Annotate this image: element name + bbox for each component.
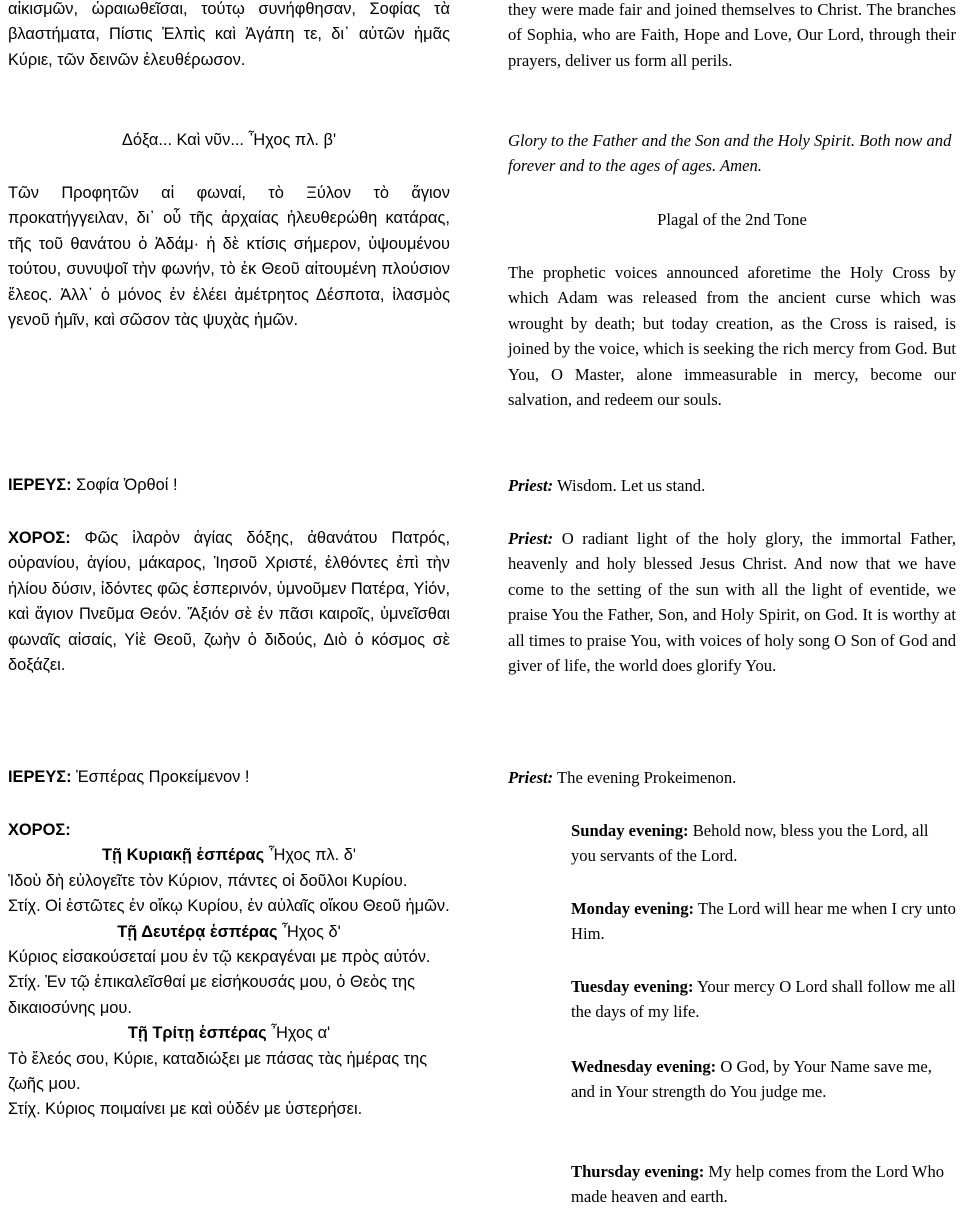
day-text: My help comes from the Lord Who made heaven and earth. — [571, 1162, 945, 1207]
english-tone-heading: Plagal of the 2nd Tone — [657, 210, 807, 229]
priest-text: Ἑσπέρας Προκείμενον ! — [71, 768, 250, 786]
monday-stich: Στίχ. Ἐν τῷ ἐπικαλεῖσθαί με εἰσήκουσάς μου, ὁ Θεὸς της δικαιοσύνης μου. — [8, 973, 416, 1017]
english-thursday-prokeimenon — [508, 1159, 956, 1210]
greek-doxa-heading: Δόξα... Καὶ νῦν... Ἦχος πλ. β' — [121, 131, 337, 149]
english-opening-paragraph: they were made fair and joined themselves to Christ. The branches of Sophia, who are Faith, Hope and Love, Our Lord, through their prayers, deliver us form all perils. — [508, 0, 956, 70]
day-text: The Lord will hear me when I cry unto Him. — [571, 899, 956, 944]
greek-hymn-paragraph: Τῶν Προφητῶν αἱ φωναί, τὸ Ξύλον τὸ ἅγιον προκατήγγειλαν, δι᾽ οὗ τῆς ἀρχαίας ἠλευθερώθη κατάρας, τῆς τοῦ θανάτου ὁ Ἀδάμ· ἡ δὲ κτίσις σήμερον, ὑψουμένου τούτου, συνυψοῖ τὴν φωνήν, τὸ ἐκ Θεοῦ αἰτουμένη πλούσιον ἔλεος. Ἀλλ᾽ ὁ μόνος ἐν ἐλέει ἀμέτρητος Δέσποτα, ἱλασμὸς γενοῦ ἡμῖν, καὶ σῶσον τὰς ψυχὰς ἡμῶν. — [8, 184, 450, 330]
tuesday-verse: Τὸ ἔλεός σου, Κύριε, καταδιώξει με πάσας τὰς ἡμέρας της ζωῆς μου. — [8, 1049, 428, 1094]
english-monday-prokeimenon — [508, 896, 956, 947]
english-priest-prokeimenon — [508, 765, 956, 790]
english-sunday-prokeimenon — [508, 818, 956, 869]
english-tuesday-prokeimenon — [508, 974, 956, 1025]
priest-text: The evening Prokeimenon. — [553, 768, 737, 787]
day-text: Behold now, bless you the Lord, all you servants of the Lord. — [571, 821, 929, 866]
monday-verse: Κύριος εἰσακούσεταί μου ἐν τῷ κεκραγέναι με πρὸς αὐτόν. — [8, 948, 431, 967]
choir-label: ΧΟΡΟΣ: — [8, 821, 71, 839]
greek-priest-wisdom — [8, 473, 450, 498]
day-label: Sunday evening: — [571, 821, 689, 840]
greek-choir-phos-hilaron — [8, 526, 450, 678]
day-label: Monday evening: — [571, 899, 695, 918]
priest-label: Priest: — [508, 529, 554, 548]
greek-opening-paragraph: αἰκισμῶν, ὡραιωθεῖσαι, τούτῳ συνήφθησαν, Σοφίας τὰ βλαστήματα, Πίστις Ἐλπὶς καὶ Ἀγάπη τε, δι᾽ αὐτῶν ἡμᾶς Κύριε, τῶν δεινῶν ἐλευθέρωσον. — [8, 0, 450, 69]
english-hymn-paragraph: The prophetic voices announced aforetime the Holy Cross by which Adam was released from the ancient curse which was wrought by death; but today creation, as the Cross is raised, is joined by the voice, which is seeking the rich mercy from God. But You, O Master, alone immeasurable in mercy, become our salvation, and redeem our souls. — [508, 263, 956, 410]
english-glory: Glory to the Father and the Son and the Holy Spirit. Both now and forever and to the ages of ages. Amen. — [508, 131, 952, 176]
tuesday-heading: Τῇ Τρίτῃ ἑσπέρας Ἦχος α' — [127, 1024, 331, 1043]
sunday-heading: Τῇ Κυριακῇ ἑσπέρας Ἦχος πλ. δ' — [102, 846, 356, 865]
priest-label: Priest: — [508, 768, 554, 787]
english-priest-wisdom — [508, 473, 956, 498]
day-text: Your mercy O Lord shall follow me all the days of my life. — [571, 977, 956, 1022]
tuesday-stich: Στίχ. Κύριος ποιμαίνει με καὶ οὐδέν με ὑστερήσει. — [8, 1100, 363, 1119]
priest-text: Wisdom. Let us stand. — [553, 476, 706, 495]
priest-text: Σοφία Ὀρθοί ! — [71, 476, 178, 494]
day-label: Wednesday evening: — [571, 1057, 717, 1076]
choir-label: ΧΟΡΟΣ: — [8, 529, 71, 547]
choir-text: Φῶς ἱλαρὸν ἁγίας δόξης, ἀθανάτου Πατρός, οὐρανίου, ἁγίου, μάκαρος, Ἰησοῦ Χριστέ, ἐλθόντες ἐπὶ τὴν ἡλίου δύσιν, ἰδόντες φῶς ἑσπερινόν, ὑμνοῦμεν Πατέρα, Υἱόν, καὶ ἅγιον Πνεῦμα Θεόν. Ἄξιόν σὲ ἐν πᾶσι καιροῖς, ὑμνεῖσθαι φωναῖς αἰσαίς, Υἱὲ Θεοῦ, ζωὴν ὁ διδούς, Διὸ ὁ κόσμος σὲ δοξάζει. — [8, 529, 450, 675]
day-text: O God, by Your Name save me, and in Your strength do You judge me. — [571, 1057, 932, 1102]
monday-heading: Τῇ Δευτέρᾳ ἑσπέρας Ἦχος δ' — [117, 922, 341, 941]
priest-label: ΙΕΡΕΥΣ: — [8, 768, 72, 786]
greek-priest-prokeimenon — [8, 765, 450, 790]
priest-label: ΙΕΡΕΥΣ: — [8, 476, 72, 494]
english-phos-hilaron — [508, 526, 956, 678]
greek-choir-prokeimena — [8, 818, 450, 1123]
day-label: Tuesday evening: — [571, 977, 694, 996]
day-label: Thursday evening: — [571, 1162, 705, 1181]
priest-text: O radiant light of the holy glory, the immortal Father, heavenly and holy blessed Jesus Christ. And now that we have come to the setting of the sun with all the light of eventide, we praise You the Father, Son, and Holy Spirit, on God. It is worthy at all times to praise You, with voices of holy song O Son of God and giver of life, the world does glorify You. — [508, 529, 956, 676]
english-wednesday-prokeimenon — [508, 1054, 956, 1105]
priest-label: Priest: — [508, 476, 554, 495]
sunday-stich: Στίχ. Οἱ ἑστῶτες ἐν οἴκῳ Κυρίου, ἐν αὐλαῖς οἴκου Θεοῦ ἡμῶν. — [8, 897, 450, 916]
sunday-verse: Ἰδοὺ δὴ εὐλογεῖτε τὸν Κύριον, πάντες οἱ δοῦλοι Κυρίου. — [8, 871, 408, 890]
